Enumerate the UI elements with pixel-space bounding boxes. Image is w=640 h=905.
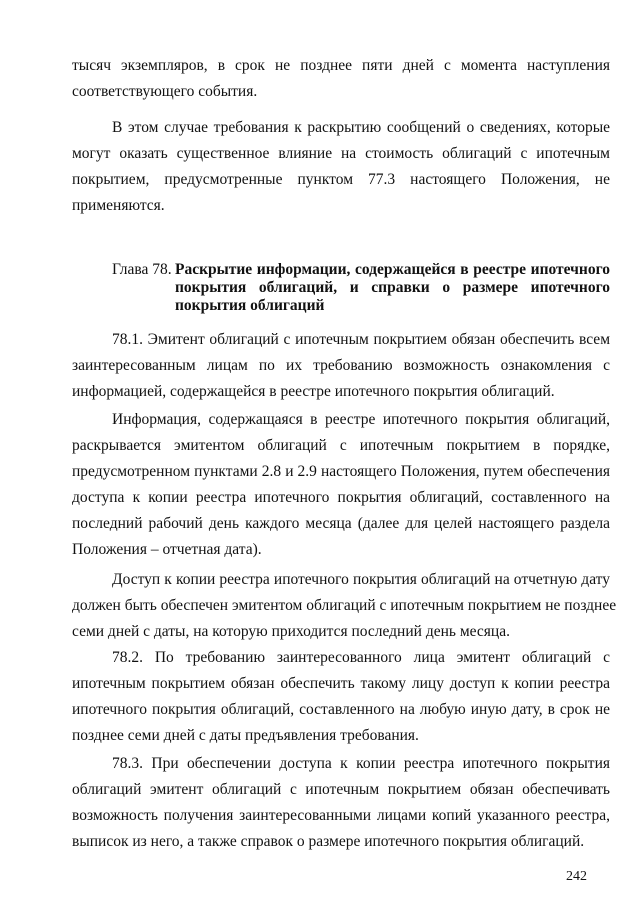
text-line: выписок из него, а также справок о размере ипотечного покрытия облигаций. — [72, 833, 585, 850]
chapter-title-line: Раскрытие информации, содержащейся в реестре ипотечного — [175, 261, 610, 278]
text-line: Доступ к копии реестра ипотечного покрытия облигаций на отчетную дату — [112, 571, 610, 588]
text-line: применяются. — [72, 197, 165, 214]
text-line: семи дней с даты, на которую приходится последний день месяца. — [72, 623, 510, 640]
text-line: 78.2. По требованию заинтересованного лица эмитент облигаций с — [112, 649, 610, 666]
text-line: доступа к копии реестра ипотечного покрытия облигаций, составленного на — [72, 489, 610, 506]
text-line: последний рабочий день каждого месяца (далее для целей настоящего раздела — [72, 515, 610, 532]
text-line: 78.3. При обеспечении доступа к копии реестра ипотечного покрытия — [112, 755, 610, 772]
text-line: ипотечного покрытия облигаций, составленного на любую иную дату, в срок не — [72, 701, 610, 718]
text-line: возможность получения заинтересованными лицами копий указанного реестра, — [72, 807, 610, 824]
chapter-title-line: покрытия облигаций — [175, 297, 325, 314]
page-number: 242 — [566, 869, 587, 884]
text-line: Информация, содержащаяся в реестре ипотечного покрытия облигаций, — [112, 411, 610, 428]
text-line: Положения – отчетная дата). — [72, 541, 262, 558]
text-line: соответствующего события. — [72, 83, 258, 100]
text-line: тысяч экземпляров, в срок не позднее пяти дней с момента наступления — [72, 57, 610, 74]
text-line: покрытием, предусмотренные пунктом 77.3 настоящего Положения, не — [72, 171, 610, 188]
chapter-title-line: покрытия облигаций, и справки о размере ипотечного — [175, 279, 610, 296]
text-line: информацией, содержащейся в реестре ипотечного покрытия облигаций. — [72, 383, 555, 400]
text-line: В этом случае требования к раскрытию сообщений о сведениях, которые — [112, 119, 610, 136]
text-line: заинтересованным лицам по их требованию возможность ознакомления с — [72, 357, 610, 374]
text-line: раскрывается эмитентом облигаций с ипотечным покрытием в порядке, — [72, 437, 610, 454]
text-line: должен быть обеспечен эмитентом облигаций с ипотечным покрытием не позднее — [72, 597, 617, 614]
text-line: позднее семи дней с даты предъявления требования. — [72, 727, 419, 744]
text-line: облигаций эмитент облигаций с ипотечным покрытием обязан обеспечивать — [72, 781, 610, 798]
text-line: могут оказать существенное влияние на стоимость облигаций с ипотечным — [72, 145, 610, 162]
chapter-label: Глава 78. — [112, 261, 172, 278]
text-line: ипотечным покрытием обязан обеспечить такому лицу доступ к копии реестра — [72, 675, 610, 692]
text-line: 78.1. Эмитент облигаций с ипотечным покрытием обязан обеспечить всем — [112, 331, 610, 348]
text-line: предусмотренном пунктами 2.8 и 2.9 настоящего Положения, путем обеспечения — [72, 463, 610, 480]
